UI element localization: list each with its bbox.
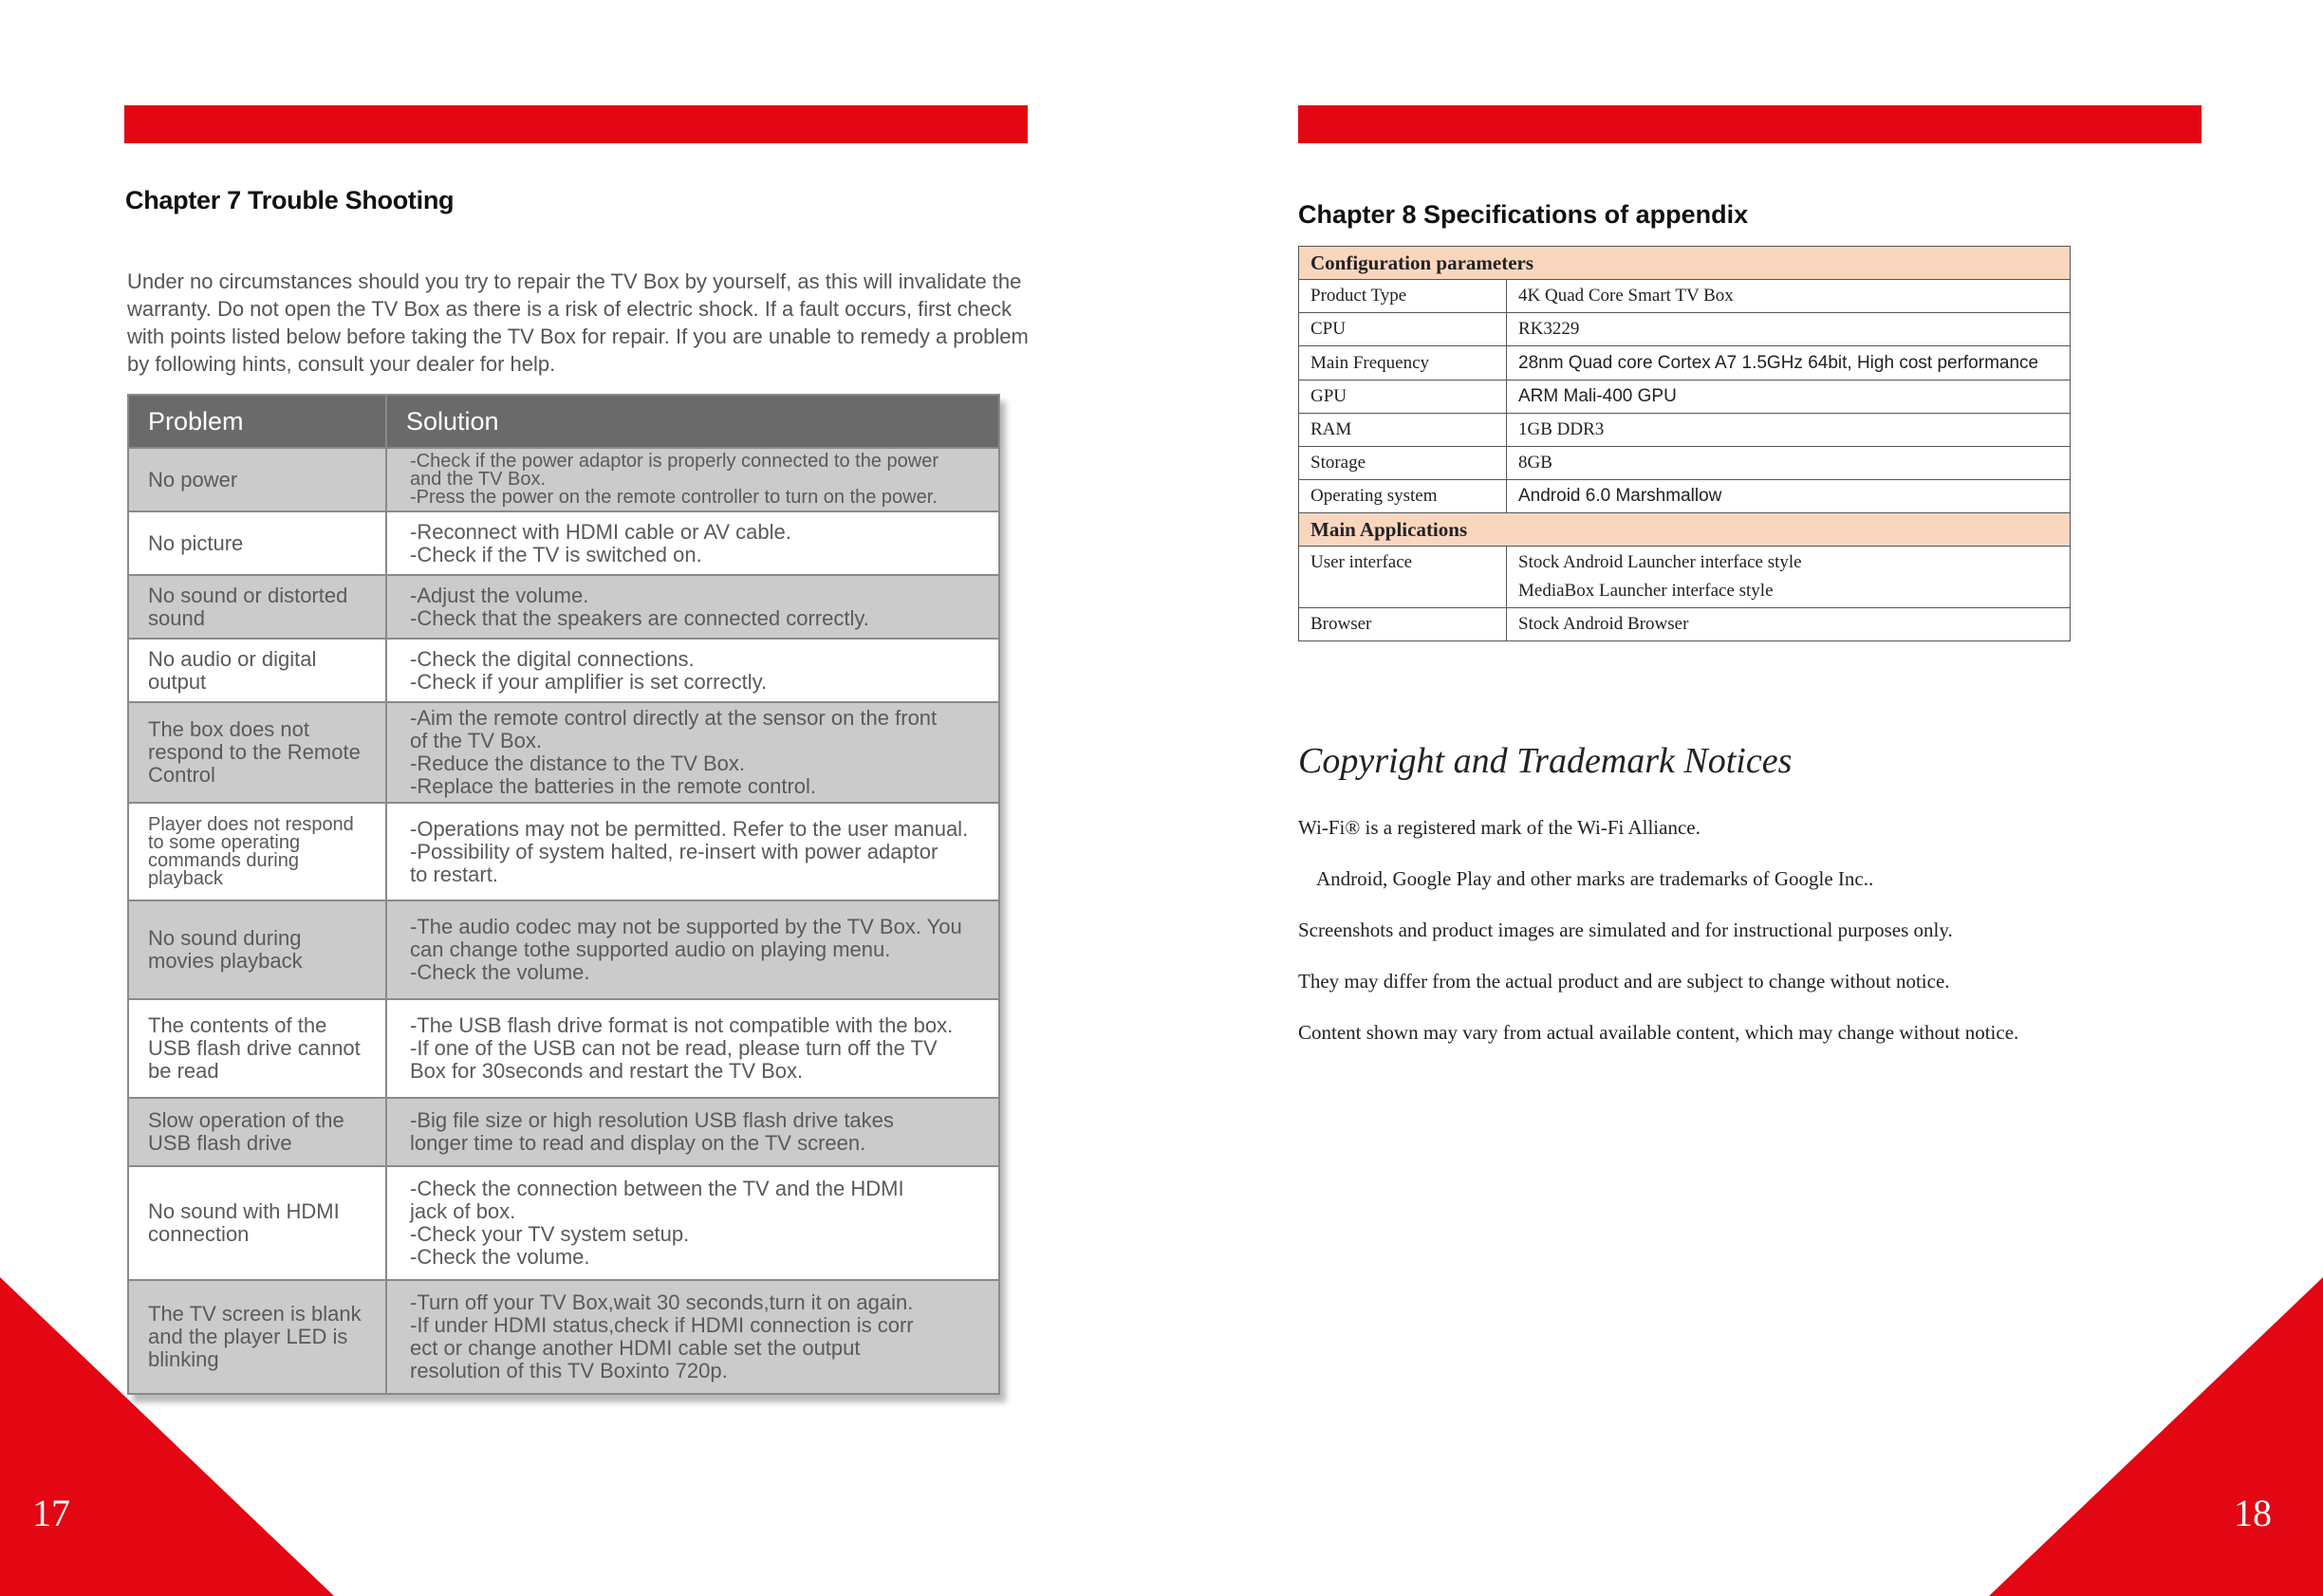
- table-row: [128, 702, 999, 803]
- solution-cell: -The audio codec may not be supported by the TV Box. You can change tothe supported audio on playing menu. -Check the volume.: [386, 900, 999, 999]
- spec-label: GPU: [1299, 380, 1507, 414]
- problem-column-header: Problem: [128, 395, 386, 448]
- problem-cell: No power: [128, 448, 386, 511]
- chapter-7-title: Chapter 7 Trouble Shooting: [125, 186, 455, 214]
- spec-section-row: [1299, 247, 2071, 280]
- problem-cell: Player does not respond to some operating commands during playback: [128, 803, 386, 900]
- spec-row: [1299, 608, 2071, 641]
- table-row: [128, 803, 999, 900]
- spec-label: Product Type: [1299, 280, 1507, 313]
- page-18: [1162, 0, 2323, 1596]
- spec-value: Stock Android Browser: [1507, 608, 2071, 641]
- spec-value: 8GB: [1507, 447, 2071, 480]
- spec-value: [1507, 547, 2071, 608]
- notice-line: They may differ from the actual product and are subject to change without notice.: [1298, 970, 1950, 993]
- table-row: [128, 639, 999, 702]
- spec-value: ARM Mali-400 GPU: [1507, 380, 2071, 414]
- solution-cell: -Check if the power adaptor is properly connected to the power and the TV Box. -Press the power on the remote controller to turn on the power.: [386, 448, 999, 511]
- spec-label: Storage: [1299, 447, 1507, 480]
- problem-cell: No sound during movies playback: [128, 900, 386, 999]
- spec-value: 1GB DDR3: [1507, 414, 2071, 447]
- specifications-table: [1298, 246, 2071, 641]
- spec-label: User interface: [1299, 547, 1507, 608]
- problem-cell: No picture: [128, 511, 386, 575]
- specifications-table-wrapper: [1298, 246, 2071, 641]
- spec-value: Android 6.0 Marshmallow: [1507, 480, 2071, 513]
- spec-value: 4K Quad Core Smart TV Box: [1507, 280, 2071, 313]
- spec-row: [1299, 480, 2071, 513]
- spec-label: RAM: [1299, 414, 1507, 447]
- page-number: 17: [32, 1492, 70, 1534]
- table-row: [128, 1280, 999, 1394]
- solution-cell: -Big file size or high resolution USB flash drive takes longer time to read and display on the TV screen.: [386, 1098, 999, 1166]
- problem-cell: No sound with HDMI connection: [128, 1166, 386, 1280]
- solution-cell: -Adjust the volume. -Check that the speakers are connected correctly.: [386, 575, 999, 639]
- solution-column-header: Solution: [386, 395, 999, 448]
- problem-cell: No audio or digital output: [128, 639, 386, 702]
- spec-label: Browser: [1299, 608, 1507, 641]
- ui-value-1: Stock Android Launcher interface style: [1518, 552, 1802, 572]
- table-row: [128, 575, 999, 639]
- page-number: 18: [2234, 1492, 2272, 1534]
- copyright-title: Copyright and Trademark Notices: [1298, 741, 1793, 781]
- notice-line: Screenshots and product images are simulated and for instructional purposes only.: [1298, 919, 1953, 941]
- table-row: [128, 448, 999, 511]
- solution-cell: -The USB flash drive format is not compatible with the box. -If one of the USB can not be read, please turn off the TV Box for 30seconds and restart the TV Box.: [386, 999, 999, 1098]
- header-red-bar: [1298, 105, 2202, 143]
- spec-section-row: [1299, 513, 2071, 547]
- spec-row: [1299, 414, 2071, 447]
- notice-line: Content shown may vary from actual available content, which may change without notice.: [1298, 1021, 2019, 1044]
- spec-row: [1299, 280, 2071, 313]
- problem-cell: The TV screen is blank and the player LED is blinking: [128, 1280, 386, 1394]
- problem-cell: Slow operation of the USB flash drive: [128, 1098, 386, 1166]
- solution-cell: -Aim the remote control directly at the sensor on the front of the TV Box. -Reduce the distance to the TV Box. -Replace the batteries in the remote control.: [386, 702, 999, 803]
- troubleshooting-table: [127, 394, 1000, 1395]
- spec-label: CPU: [1299, 313, 1507, 346]
- spec-value: 28nm Quad core Cortex A7 1.5GHz 64bit, High cost performance: [1507, 346, 2071, 380]
- header-red-bar: [124, 105, 1028, 143]
- table-row: [128, 900, 999, 999]
- solution-cell: -Check the digital connections. -Check if your amplifier is set correctly.: [386, 639, 999, 702]
- spec-row: [1299, 380, 2071, 414]
- table-header-row: [128, 395, 999, 448]
- troubleshooting-intro: Under no circumstances should you try to repair the TV Box by yourself, as this will invalidate the warranty. Do not open the TV Box as there is a risk of electric shock. If a fault occurs, first check with points listed below before taking the TV Box for repair. If you are unable to remedy a problem by following hints, consult your dealer for help.: [127, 269, 1029, 376]
- spec-row: [1299, 547, 2071, 608]
- solution-cell: -Operations may not be permitted. Refer to the user manual. -Possibility of system halted, re-insert with power adaptor to restart.: [386, 803, 999, 900]
- notice-line: Android, Google Play and other marks are trademarks of Google Inc..: [1316, 867, 1874, 890]
- problem-cell: The contents of the USB flash drive cannot be read: [128, 999, 386, 1098]
- problem-cell: The box does not respond to the Remote Control: [128, 702, 386, 803]
- table-row: [128, 1098, 999, 1166]
- problem-cell: No sound or distorted sound: [128, 575, 386, 639]
- spec-row: [1299, 447, 2071, 480]
- table-row: [128, 1166, 999, 1280]
- spec-label: Operating system: [1299, 480, 1507, 513]
- table-row: [128, 511, 999, 575]
- spec-label: Main Frequency: [1299, 346, 1507, 380]
- table-row: [128, 999, 999, 1098]
- chapter-8-title: Chapter 8 Specifications of appendix: [1298, 200, 1749, 229]
- solution-cell: -Reconnect with HDMI cable or AV cable. -Check if the TV is switched on.: [386, 511, 999, 575]
- solution-cell: -Check the connection between the TV and the HDMI jack of box. -Check your TV system setup. -Check the volume.: [386, 1166, 999, 1280]
- solution-cell: -Turn off your TV Box,wait 30 seconds,turn it on again. -If under HDMI status,check if HDMI connection is corr ect or change another HDMI cable set the output resolution of this TV Boxinto 720p.: [386, 1280, 999, 1394]
- spec-value: RK3229: [1507, 313, 2071, 346]
- notice-line: Wi-Fi® is a registered mark of the Wi-Fi Alliance.: [1298, 816, 1700, 839]
- ui-value-2: MediaBox Launcher interface style: [1518, 581, 1774, 601]
- spec-row: [1299, 313, 2071, 346]
- spec-row: [1299, 346, 2071, 380]
- troubleshooting-table-wrapper: [127, 394, 1000, 1395]
- configuration-heading: Configuration parameters: [1299, 247, 2071, 280]
- corner-red-triangle: [1989, 1277, 2323, 1596]
- applications-heading: Main Applications: [1299, 513, 2071, 547]
